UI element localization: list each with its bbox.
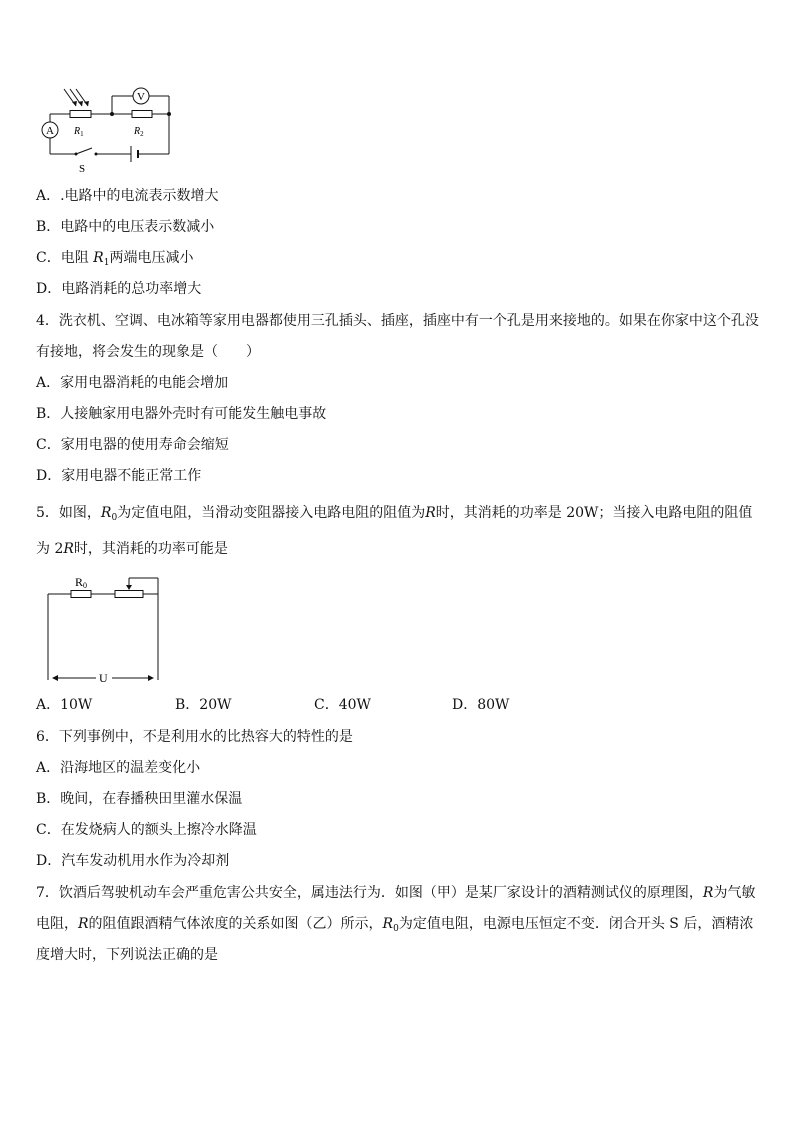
q7-l2-r0: R	[382, 916, 394, 932]
q4-option-a: A．家用电器消耗的电能会增加	[36, 375, 229, 391]
q4-option-b: B．人接触家用电器外壳时有可能发生触电事故	[36, 406, 327, 422]
q3-option-c-post: 两端电压减小	[109, 250, 194, 266]
q6-stem: 6．下列事例中，不是利用水的比热容大的特性的是	[36, 729, 353, 745]
q7-l2-b: 的阻值跟酒精气体浓度的关系如图（乙）所示，	[88, 916, 383, 932]
voltage-label: U	[99, 671, 108, 685]
q4-stem-line1: 4．洗衣机、空调、电冰箱等家用电器都使用三孔插头、插座，插座中有一个孔是用来接地的。如果在你家中这个孔没	[36, 313, 759, 329]
svg-text:R2	[133, 126, 144, 138]
q4-option-d: D．家用电器不能正常工作	[36, 468, 202, 484]
q7-l2-r0sub: 0	[393, 924, 399, 934]
q5-l1-r0sub: 0	[111, 513, 118, 523]
q5-l1-r: R	[425, 505, 436, 521]
ammeter-label: A	[46, 125, 54, 137]
q5-option-b: B．20W	[175, 697, 232, 713]
voltmeter-label: V	[137, 91, 145, 103]
circuit-diagram-1	[36, 84, 186, 176]
q3-option-c-pre: C．电阻	[36, 250, 94, 266]
q5-l1-a: 5．如图，	[36, 505, 101, 521]
r0-label: R	[75, 575, 84, 589]
r0-sub: 0	[83, 581, 88, 590]
q3-option-c-sub: 1	[103, 258, 110, 268]
q5-option-d: D．80W	[452, 697, 510, 713]
q7-l1-r: R	[702, 885, 714, 901]
q5-l2-b: 时，其消耗的功率可能是	[73, 541, 228, 557]
q5-stem-line1	[36, 503, 752, 528]
r1-sub: 1	[80, 130, 84, 138]
q5-stem-line2	[36, 539, 228, 559]
q4-option-c: C．家用电器的使用寿命会缩短	[36, 437, 229, 453]
q7-stem-line3: 度增大时，下列说法正确的是	[36, 947, 218, 963]
q5-l1-r0: R	[100, 505, 112, 521]
q7-l1-b: 为气敏	[713, 885, 756, 901]
q6-option-a: A．沿海地区的温差变化小	[36, 760, 201, 776]
q5-option-a: A．10W	[36, 697, 93, 713]
q3-option-b: B．电路中的电压表示数减小	[36, 219, 215, 235]
q7-l2-r: R	[78, 916, 89, 932]
r2-label: R	[134, 126, 141, 137]
q6-option-d: D．汽车发动机用水作为冷却剂	[36, 853, 230, 869]
q3-option-a: A．.电路中的电流表示数增大	[36, 188, 219, 204]
q7-l2-a: 电阻，	[36, 916, 78, 932]
q5-l2-a: 为 2	[36, 541, 64, 557]
q6-option-c: C．在发烧病人的额头上擦冷水降温	[36, 822, 257, 838]
q3-option-c	[36, 248, 193, 273]
q3-option-d: D．电路消耗的总功率增大	[36, 281, 202, 297]
q5-l1-b: 为定值电阻，当滑动变阻器接入电路电阻的阻值为	[117, 505, 426, 521]
q6-option-b: B．晚间，在春播秧田里灌水保温	[36, 791, 243, 807]
q3-option-c-var: R	[93, 250, 104, 266]
r2-sub: 2	[140, 130, 144, 138]
q7-stem-line1	[36, 883, 755, 903]
r1-label: R	[74, 126, 81, 137]
svg-text:R0	[75, 575, 87, 590]
svg-text:R1	[73, 126, 84, 138]
q5-option-c: C．40W	[314, 697, 371, 713]
q7-l2-c: 为定值电阻，电源电压恒定不变．闭合开头 S 后，酒精浓	[398, 916, 754, 932]
q5-l2-r: R	[63, 541, 74, 557]
q7-stem-line2	[36, 914, 753, 939]
switch-label: S	[79, 163, 86, 175]
q4-stem-line2: 有接地，将会发生的现象是（ ）	[36, 344, 260, 360]
q7-l1-a: 7．饮酒后驾驶机动车会严重危害公共安全，属违法行为．如图（甲）是某厂家设计的酒精测试仪的原理图，	[36, 885, 703, 901]
circuit-diagram-2	[44, 572, 164, 688]
q5-l1-c: 时，其消耗的功率是 20W；当接入电路电阻的阻值	[435, 505, 753, 521]
